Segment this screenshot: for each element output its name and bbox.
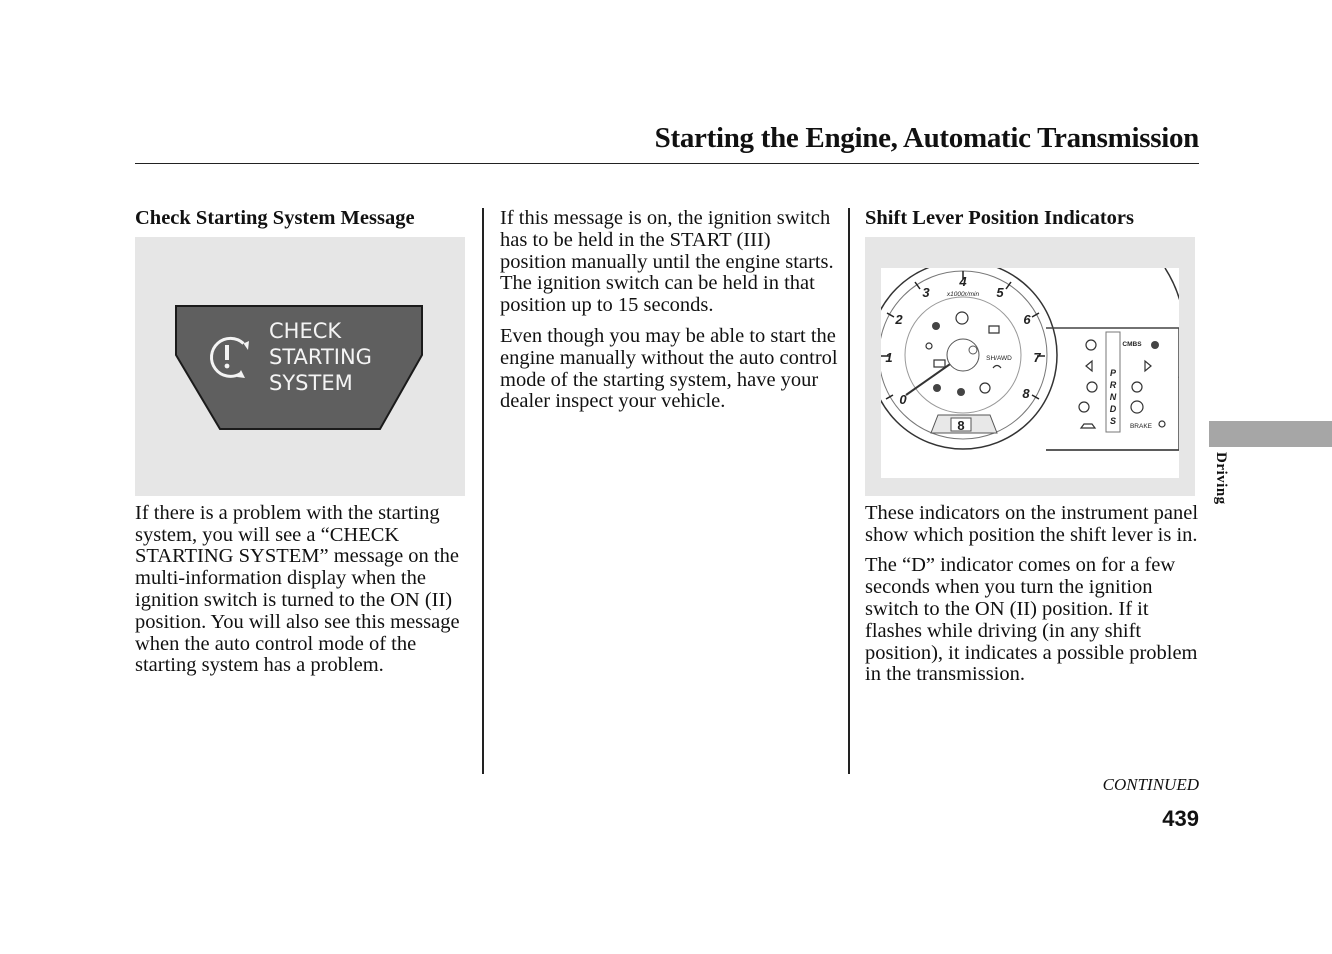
page-number: 439: [1162, 806, 1199, 831]
body-paragraph: The “D” indicator comes on for a few seconds when you turn the ignition switch to the ON (II) position. If it flashes while driving (in any shift position), it indicates a possible problem in the transmission.: [865, 554, 1198, 686]
tach-number: 1: [885, 349, 893, 365]
shift-position-p: P: [1109, 367, 1117, 378]
section-heading-check-starting: Check Starting System Message: [135, 207, 415, 229]
stability-icon: [957, 388, 965, 396]
left-column: [135, 208, 470, 686]
body-paragraph: If there is a problem with the starting system, you will see a “CHECK STARTING SYSTEM” message on the multi-information display when the ignition switch is turned to the ON (II) position. You will also see this message when the auto control mode of the starting system has a problem.: [135, 501, 460, 677]
body-paragraph: Even though you may be able to start the engine manually without the auto control mode of the starting system, have your dealer inspect your vehicle.: [500, 324, 838, 413]
seatbelt-icon: [932, 322, 940, 330]
middle-column: [500, 208, 840, 422]
instrument-cluster-illustration: [881, 268, 1179, 478]
brake-label: BRAKE: [1129, 422, 1153, 430]
display-message: CHECK STARTING SYSTEM: [269, 318, 372, 395]
continued-label: CONTINUED: [1102, 775, 1199, 794]
tach-number: 4: [959, 273, 967, 289]
tach-number: 7: [1033, 349, 1041, 365]
sh-awd-label: SH/AWD: [986, 354, 1012, 362]
column-divider: [848, 208, 850, 774]
body-paragraph: These indicators on the instrument panel show which position the shift lever is in.: [865, 501, 1199, 546]
tach-unit: x1000r/min: [946, 290, 980, 298]
chapter-label: Driving: [1213, 452, 1229, 505]
tach-number: 0: [899, 391, 907, 407]
chapter-tab: [1209, 421, 1332, 447]
tach-number: 8: [1022, 385, 1030, 401]
shift-position-r: R: [1109, 379, 1117, 390]
check-starting-figure: [135, 237, 465, 496]
shift-position-n: N: [1109, 391, 1117, 402]
tach-number: 2: [895, 311, 903, 327]
body-paragraph: If this message is on, the ignition switch has to be held in the START (III) position manually until the engine starts. The ignition switch can be held in that position up to 15 seconds.: [500, 207, 834, 317]
column-divider: [482, 208, 484, 774]
gear-display: 8: [957, 417, 965, 433]
airbag-icon: [933, 384, 941, 392]
section-heading-shift-indicators: Shift Lever Position Indicators: [865, 207, 1134, 229]
seat-icon: [1151, 341, 1159, 349]
tach-number: 3: [922, 284, 930, 300]
cmbs-label: CMBS: [1122, 340, 1142, 348]
tach-number: 5: [996, 284, 1004, 300]
right-column: [865, 208, 1200, 695]
shift-position-d: D: [1109, 403, 1117, 414]
page-title: Starting the Engine, Automatic Transmission: [654, 122, 1199, 154]
header-rule: [135, 163, 1199, 164]
instrument-cluster-figure: [865, 237, 1195, 496]
tach-number: 6: [1023, 311, 1031, 327]
shift-position-s: S: [1109, 415, 1117, 426]
